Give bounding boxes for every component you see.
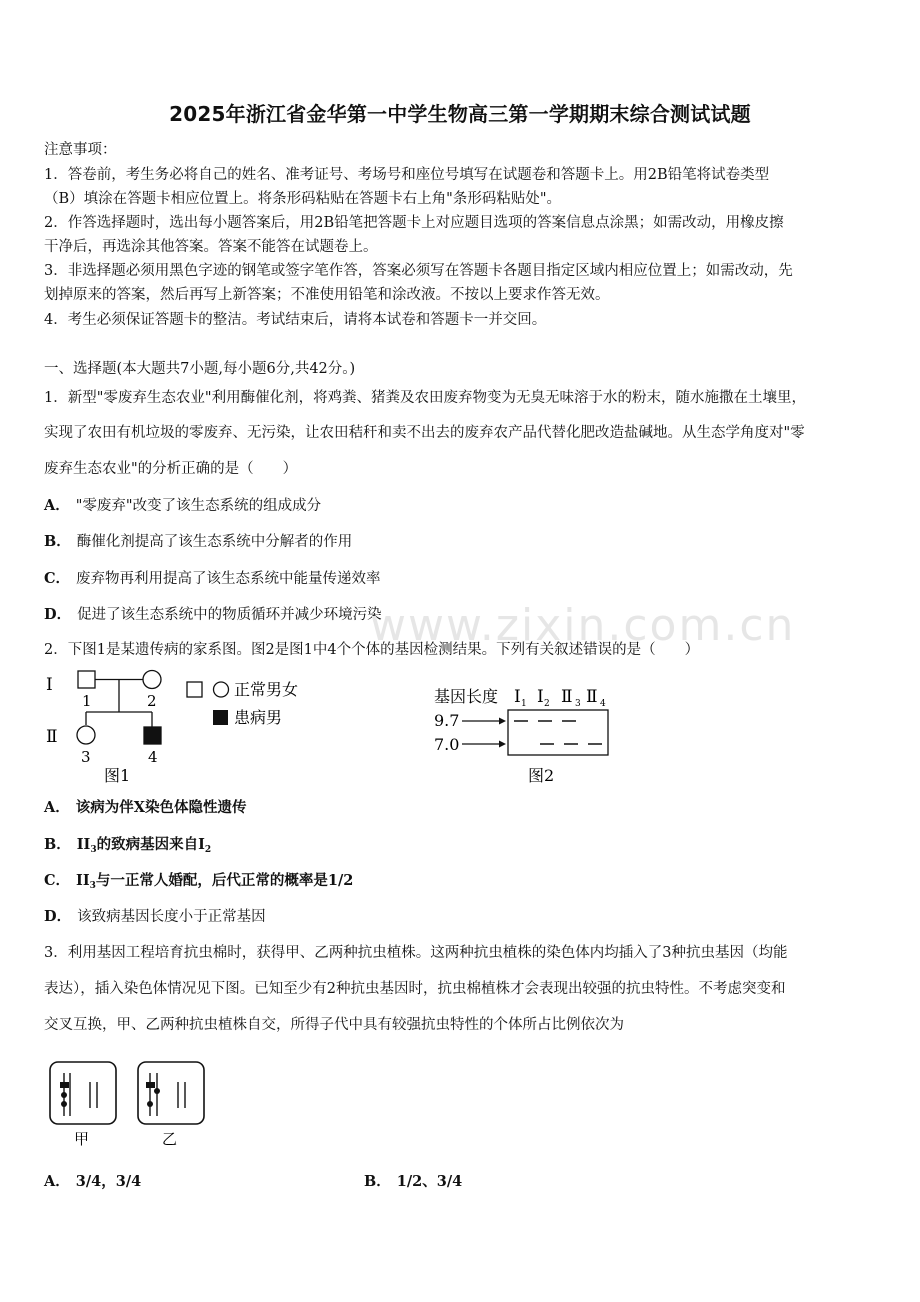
q3-stem-line: 交叉互换，甲、乙两种抗虫植株自交，所得子代中具有较强抗虫特性的个体所占比例依次为 — [44, 1017, 624, 1033]
legend-normal-label: 正常男女 — [234, 680, 299, 699]
q1-stem-line: 实现了农田有机垃圾的零废弃、无污染，让农田秸秆和卖不出去的废弃农产品代替化肥改造盐碱地。从生态学角度对"零 — [44, 425, 805, 441]
gene-mark — [147, 1101, 153, 1107]
svg-text:1: 1 — [521, 699, 527, 709]
notice-line: 4．考生必须保证答题卡的整洁。考试结束后，请将本试卷和答题卡一并交回。 — [44, 312, 547, 328]
svg-text:Ⅱ: Ⅱ — [561, 687, 573, 707]
gene-mark — [61, 1092, 67, 1098]
individual-number: 1 — [82, 692, 92, 710]
male-normal-1 — [78, 671, 95, 688]
gene-mark — [154, 1088, 160, 1094]
row-label-9.7: 9.7 — [434, 711, 460, 730]
notice-heading: 注意事项： — [44, 142, 117, 158]
q1-option-c: C． 废弃物再利用提高了该生态系统中能量传递效率 — [44, 570, 381, 587]
q2-stem: 2．下图1是某遗传病的家系图。图2是图1中4个个体的基因检测结果。下列有关叙述错误的是（ ） — [44, 642, 700, 658]
gene-mark — [60, 1082, 69, 1088]
q2-option-b: B． $II_3$的致病基因来自$I_2$ — [44, 836, 212, 855]
notice-line: 划掉原来的答案，然后再写上新答案；不准使用铅笔和涂改液。不按以上要求作答无效。 — [44, 287, 610, 303]
row-label-7.0: 7.0 — [434, 735, 460, 754]
q3-stem-line: 表达），插入染色体情况见下图。已知至少有2种抗虫基因时，抗虫棉植株才会表现出较强的抗虫特性。不考虑突变和 — [44, 981, 786, 997]
gene-mark — [61, 1101, 67, 1107]
gene-length-header: 基因长度 — [434, 687, 499, 706]
q1-option-b: B． 酶催化剂提高了该生态系统中分解者的作用 — [44, 533, 353, 550]
female-normal-2 — [143, 671, 161, 689]
cell-jia — [50, 1062, 116, 1124]
gel-frame — [508, 710, 608, 755]
pedigree-svg — [40, 664, 330, 786]
gene-detection-svg — [430, 680, 620, 788]
legend-affected-label: 患病男 — [234, 708, 283, 727]
svg-text:3: 3 — [575, 699, 581, 709]
q2-option-a: A． 该病为伴X染色体隐性遗传 — [44, 799, 247, 816]
q2-option-c: C． $II_3$与一正常人婚配，后代正常的概率是1/2 — [44, 872, 354, 891]
cell-label-jia: 甲 — [74, 1130, 90, 1148]
watermark: www.zixin.com.cn — [370, 600, 796, 651]
section-heading: 一、选择题(本大题共7小题,每小题6分,共42分。) — [44, 361, 356, 377]
svg-text:I: I — [514, 687, 521, 707]
q1-option-a: A． "零废弃"改变了该生态系统的组成成分 — [44, 497, 322, 514]
male-affected-4 — [144, 727, 161, 744]
individual-number: 4 — [148, 748, 158, 766]
legend-female-normal — [214, 682, 229, 697]
notice-line: （B）填涂在答题卡相应位置上。将条形码粘贴在答题卡右上角"条形码粘贴处"。 — [44, 191, 561, 207]
page-title: 2025年浙江省金华第一中学生物高三第一学期期末综合测试试题 — [169, 102, 751, 126]
q1-option-d: D． 促进了该生态系统中的物质循环并减少环境污染 — [44, 606, 382, 623]
svg-text:I: I — [537, 687, 544, 707]
svg-text:4: 4 — [600, 699, 606, 709]
notice-line: 2．作答选择题时，选出每小题答案后，用2B铅笔把答题卡上对应题目选项的答案信息点涂黑；如需改动，用橡皮擦 — [44, 215, 784, 231]
gene-mark — [146, 1082, 155, 1088]
notice-line: 3．非选择题必须用黑色字迹的钢笔或签字笔作答，答案必须写在答题卡各题目指定区域内相应位置上；如需改动，先 — [44, 263, 793, 279]
chromosome-figure — [46, 1058, 216, 1148]
figure-caption-2: 图2 — [528, 766, 555, 785]
q3-stem-line: 3．利用基因工程培育抗虫棉时，获得甲、乙两种抗虫植株。这两种抗虫植株的染色体内均插入了3种抗虫基因（均能 — [44, 945, 788, 961]
individual-number: 2 — [147, 692, 157, 710]
q1-stem-line: 废弃生态农业"的分析正确的是（ ） — [44, 461, 298, 477]
generation-label-2: Ⅱ — [46, 727, 58, 747]
q3-option-b: B． 1/2、3/4 — [364, 1173, 463, 1190]
figure-caption-1: 图1 — [104, 766, 131, 785]
svg-text:2: 2 — [544, 699, 550, 709]
legend-male-normal — [187, 682, 202, 697]
chromosome-svg — [46, 1058, 216, 1148]
notice-line: 1．答卷前，考生务必将自己的姓名、准考证号、考场号和座位号填写在试题卷和答题卡上。用2B铅笔将试卷类型 — [44, 167, 770, 183]
individual-number: 3 — [81, 748, 91, 766]
q1-stem-line: 1．新型"零废弃生态农业"利用酶催化剂，将鸡粪、猪粪及农田废弃物变为无臭无味溶于水的粉末，随水施撒在土壤里， — [44, 390, 807, 406]
generation-label-1: I — [46, 675, 53, 695]
q2-option-d: D． 该致病基因长度小于正常基因 — [44, 908, 266, 925]
notice-line: 干净后，再选涂其他答案。答案不能答在试题卷上。 — [44, 239, 378, 255]
svg-text:Ⅱ: Ⅱ — [586, 687, 598, 707]
female-normal-3 — [77, 726, 95, 744]
cell-label-yi: 乙 — [162, 1130, 178, 1148]
legend-male-affected — [213, 710, 228, 725]
q3-option-a: A． 3/4，3/4 — [44, 1173, 142, 1190]
gene-detection-figure — [430, 680, 620, 788]
cell-yi — [138, 1062, 204, 1124]
pedigree-figure — [40, 664, 330, 786]
